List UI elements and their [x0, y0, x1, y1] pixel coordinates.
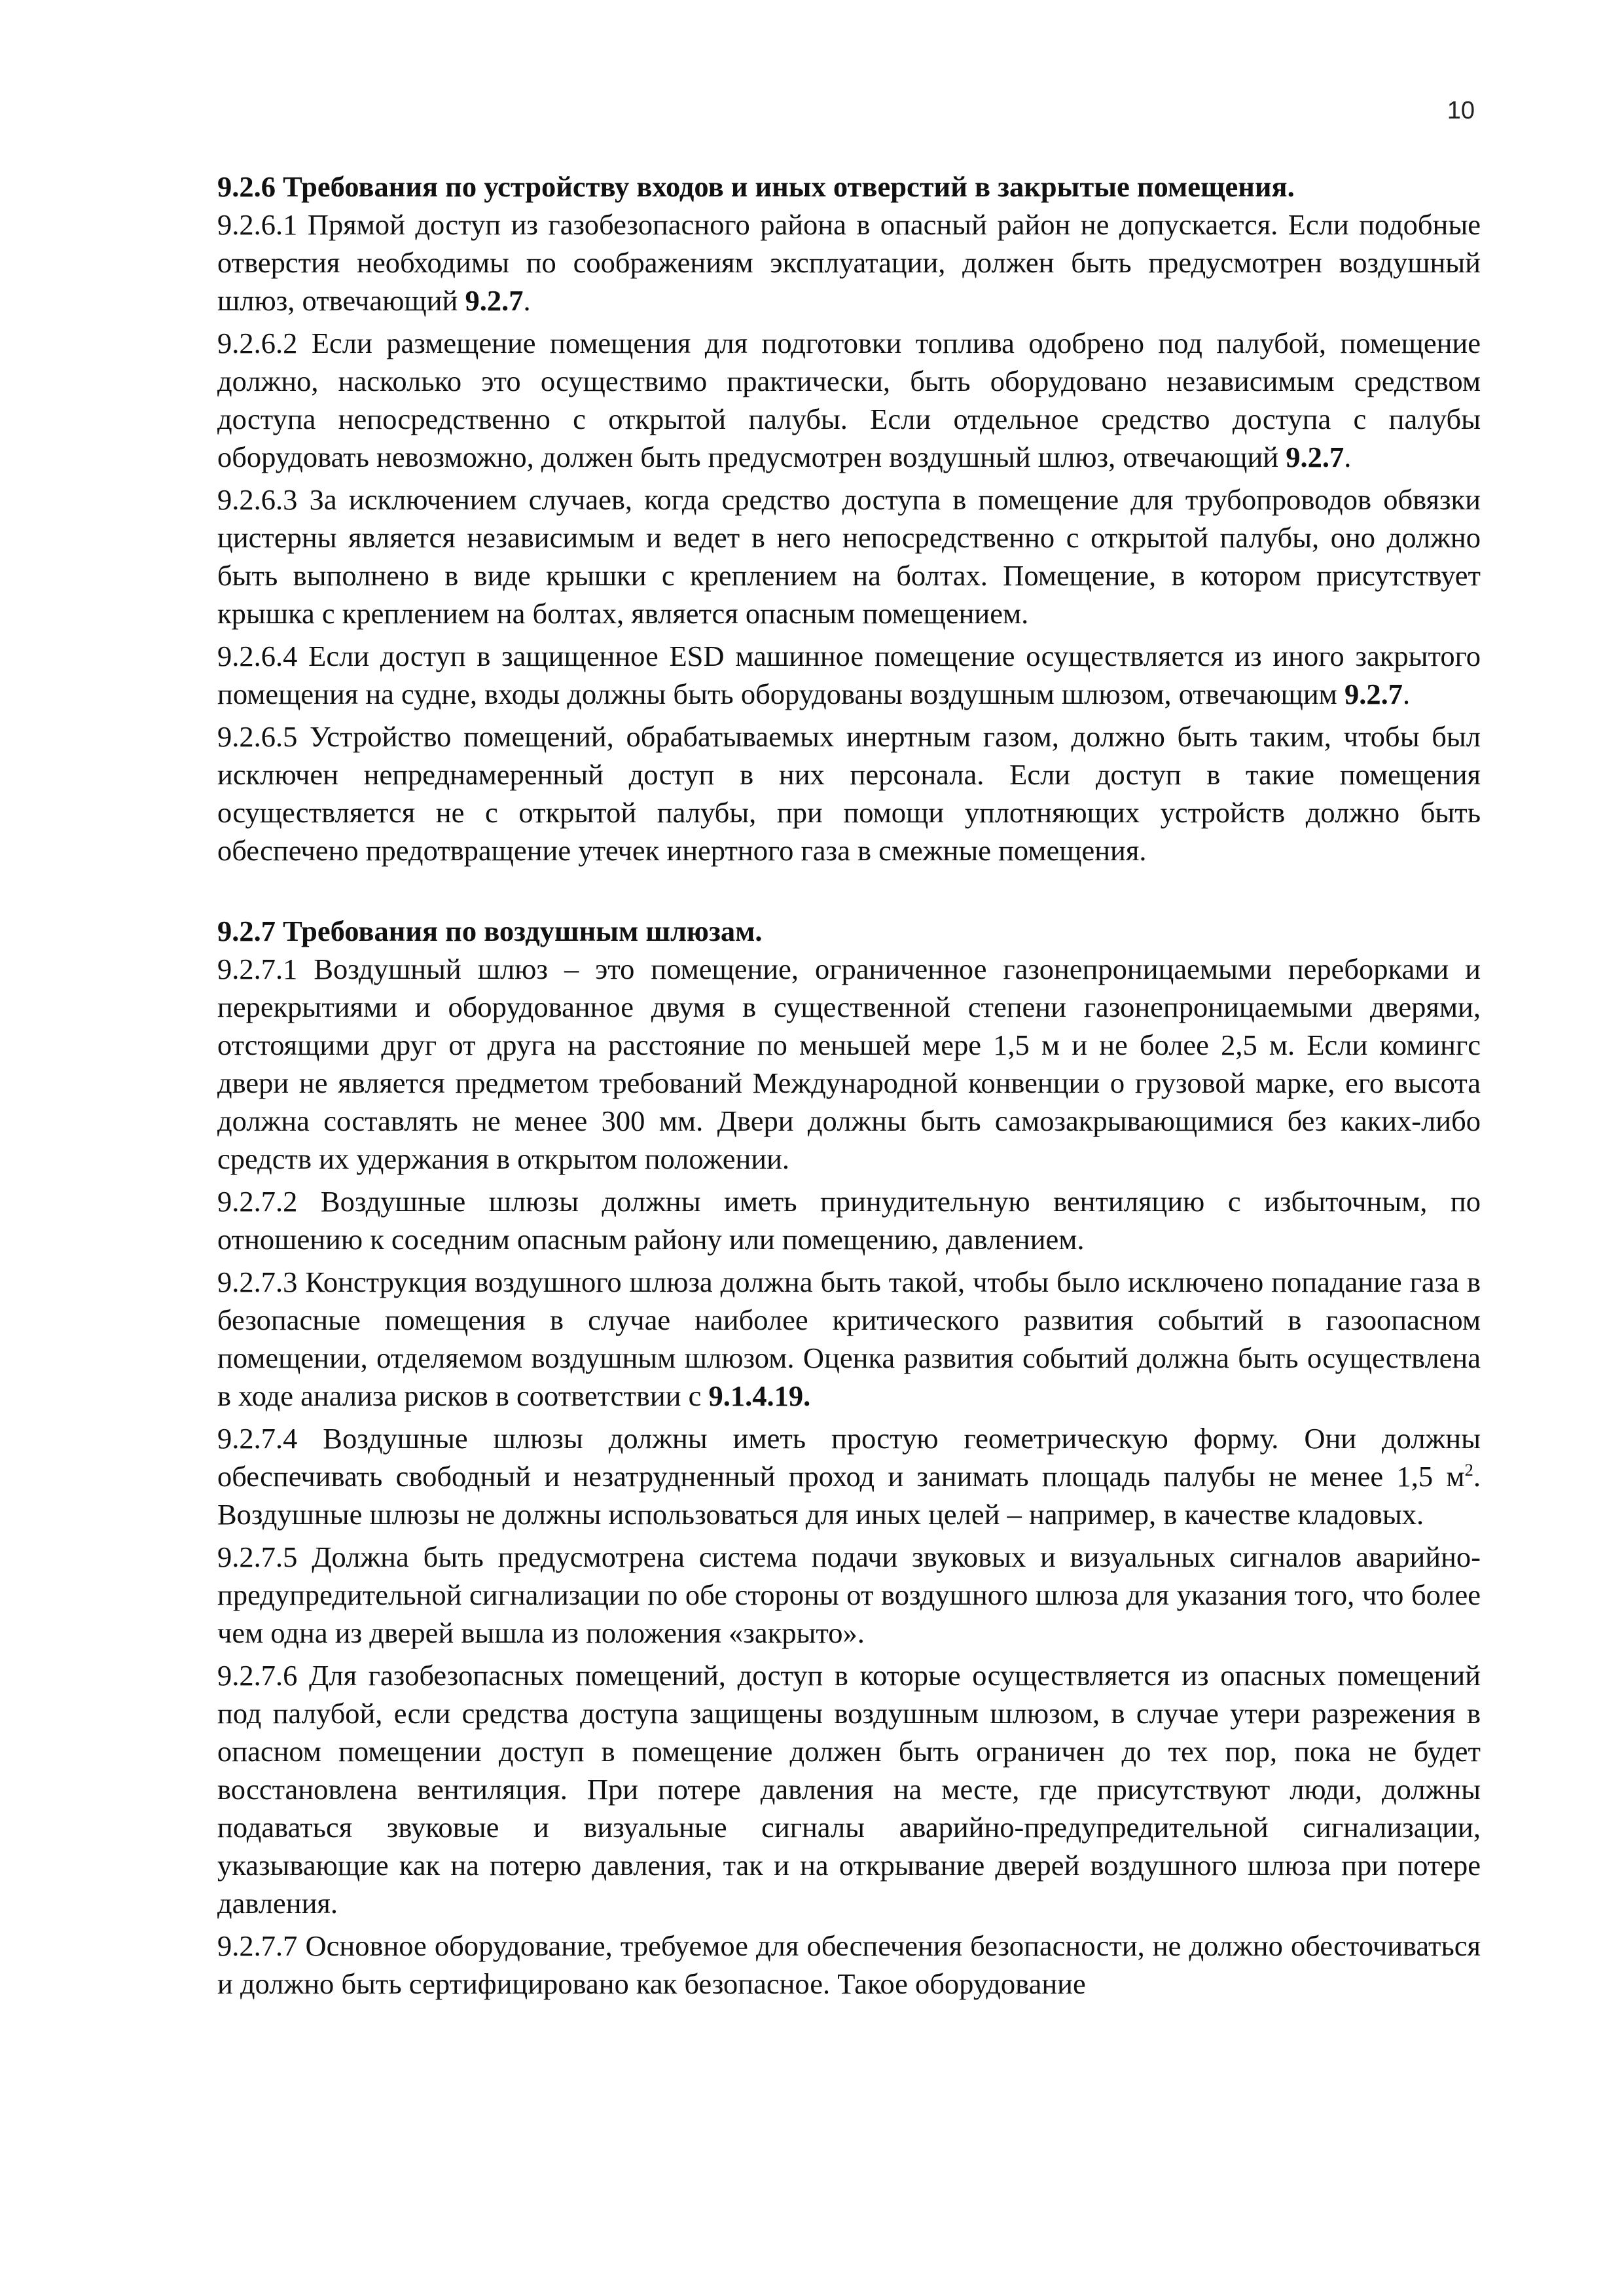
section-spacer — [217, 874, 1481, 912]
clause-number: 9.2.7.5 — [217, 1540, 298, 1573]
clause-number: 9.2.6.1 — [217, 208, 298, 241]
clause-9-2-7-3 — [217, 1263, 1481, 1415]
clause-number: 9.2.7.7 — [217, 1929, 298, 1962]
clause-number: 9.2.7.6 — [217, 1659, 298, 1692]
clause-9-2-6-3 — [217, 481, 1481, 632]
section-heading-9-2-6: 9.2.6 Требования по устройству входов и иных отверстий в закрытые помещения. — [217, 170, 1295, 203]
clause-tail: . — [1402, 678, 1411, 710]
clause-number: 9.2.6.5 — [217, 720, 298, 753]
clause-9-2-6-2 — [217, 324, 1481, 476]
clause-tail: . — [1344, 441, 1352, 473]
clause-9-2-7-7 — [217, 1927, 1481, 2003]
clause-text: Должна быть предусмотрена система подачи звуковых и визуальных сигналов аварийно-предупредительной сигнализации по обе стороны от воздушного шлюза для указания того, что более чем одна из дверей вышла из положения «закрыто». — [217, 1540, 1481, 1649]
clause-reference: 9.2.7 — [1286, 441, 1344, 473]
page-number: 10 — [1447, 97, 1475, 124]
clause-9-2-7-4 — [217, 1419, 1481, 1533]
clause-number: 9.2.7.4 — [217, 1422, 298, 1455]
clause-number: 9.2.7.2 — [217, 1185, 298, 1218]
clause-number: 9.2.6.4 — [217, 640, 298, 672]
clause-reference: 9.2.7 — [465, 284, 524, 317]
clause-text-continued: . Воздушные шлюзы не должны использоваться для иных целей – например, в качестве кладовых. — [217, 1460, 1481, 1531]
clause-reference: 9.2.7 — [1344, 678, 1403, 710]
clause-9-2-7-2 — [217, 1182, 1481, 1258]
superscript: 2 — [1464, 1460, 1473, 1480]
section-heading-9-2-7: 9.2.7 Требования по воздушным шлюзам. — [217, 915, 763, 947]
clause-reference: 9.1.4.19 — [708, 1379, 804, 1412]
clause-text: Воздушные шлюзы должны иметь простую геометрическую форму. Они должны обеспечивать свободный и незатрудненный проход и занимать площадь палубы не менее 1,5 м — [217, 1422, 1481, 1493]
clause-9-2-7-5 — [217, 1538, 1481, 1652]
clause-number: 9.2.6.2 — [217, 327, 298, 359]
clause-text: Прямой доступ из газобезопасного района в опасный район не допускается. Если подобные отверстия необходимы по соображениям эксплуатации, должен быть предусмотрен воздушный шлюз, отвечающий — [217, 208, 1481, 317]
clause-text: Конструкция воздушного шлюза должна быть такой, чтобы было исключено попадание газа в безопасные помещения в случае наиболее критического развития событий в газоопасном помещении, отделяемом воздушным шлюзом. Оценка развития событий должна быть осуществлена в ходе анализа рисков в соответствии с — [217, 1266, 1481, 1412]
clause-text: Воздушные шлюзы должны иметь принудительную вентиляцию с избыточным, по отношению к соседним опасным району или помещению, давлением. — [217, 1185, 1481, 1256]
clause-tail: . — [523, 284, 531, 317]
clause-text: Для газобезопасных помещений, доступ в которые осуществляется из опасных помещений под палубой, если средства доступа защищены воздушным шлюзом, в случае утери разрежения в опасном помещении доступ в помещение должен быть ограничен до тех пор, пока не будет восстановлена вентиляция. При потере давления на месте, где присутствуют люди, должны подаваться звуковые и визуальные сигналы аварийно-предупредительной сигнализации, указывающие как на потерю давления, так и на открывание дверей воздушного шлюза при потере давления. — [217, 1659, 1481, 1920]
clause-number: 9.2.6.3 — [217, 483, 298, 516]
clause-9-2-7-6 — [217, 1656, 1481, 1922]
clause-text: Если размещение помещения для подготовки топлива одобрено под палубой, помещение должно, насколько это осуществимо практически, быть оборудовано независимым средством доступа непосредственно с открытой палубы. Если отдельное средство доступа с палубы оборудовать невозможно, должен быть предусмотрен воздушный шлюз, отвечающий — [217, 327, 1481, 473]
clause-9-2-6-1 — [217, 206, 1481, 319]
clause-text: Воздушный шлюз – это помещение, ограниченное газонепроницаемыми переборками и перекрытиями и оборудованное двумя в существенной степени газонепроницаемыми дверями, отстоящими друг от друга на расстояние по меньшей мере 1,5 м и не более 2,5 м. Если комингс двери не является предметом требований Международной конвенции о грузовой марке, его высота должна составлять не менее 300 мм. Двери должны быть самозакрывающимися без каких-либо средств их удержания в открытом положении. — [217, 953, 1481, 1175]
clause-text: Устройство помещений, обрабатываемых инертным газом, должно быть таким, чтобы был исключен непреднамеренный доступ в них персонала. Если доступ в такие помещения осуществляется не с открытой палубы, при помощи уплотняющих устройств должно быть обеспечено предотвращение утечек инертного газа в смежные помещения. — [217, 720, 1481, 867]
clause-9-2-7-1 — [217, 950, 1481, 1178]
document-body — [217, 168, 1481, 2007]
clause-9-2-6-4 — [217, 637, 1481, 713]
clause-text: Основное оборудование, требуемое для обеспечения безопасности, не должно обесточиваться и должно быть сертифицировано как безопасное. Такое оборудование — [217, 1929, 1481, 2000]
clause-number: 9.2.7.3 — [217, 1266, 298, 1298]
clause-number: 9.2.7.1 — [217, 953, 298, 985]
clause-9-2-6-5 — [217, 718, 1481, 869]
clause-tail: . — [803, 1379, 811, 1412]
clause-text: За исключением случаев, когда средство доступа в помещение для трубопроводов обвязки цистерны является независимым и ведет в него непосредственно с открытой палубы, оно должно быть выполнено в виде крышки с креплением на болтах. Помещение, в котором присутствует крышка с креплением на болтах, является опасным помещением. — [217, 483, 1481, 630]
clause-text: Если доступ в защищенное ESD машинное помещение осуществляется из иного закрытого помещения на судне, входы должны быть оборудованы воздушным шлюзом, отвечающим — [217, 640, 1481, 710]
